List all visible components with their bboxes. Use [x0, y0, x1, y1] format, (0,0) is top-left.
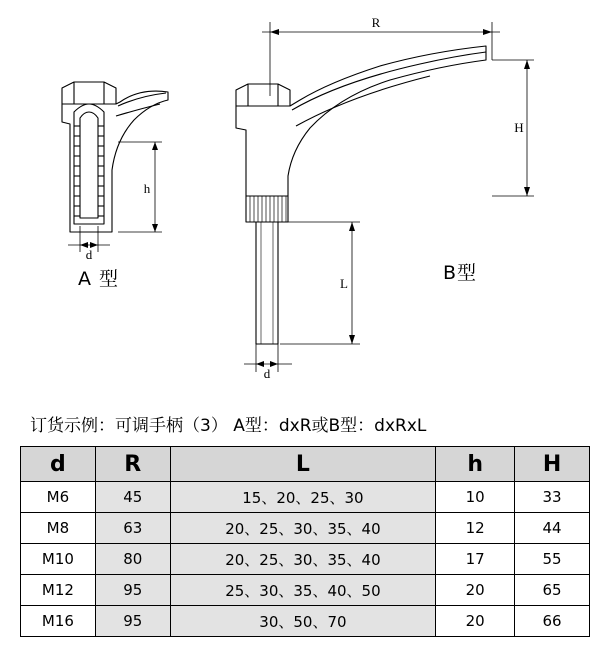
table-row — [21, 544, 590, 575]
cell-R: 45 — [95, 482, 170, 513]
cell-R: 95 — [95, 606, 170, 637]
cell-h: 20 — [436, 606, 515, 637]
cell-h: 12 — [436, 513, 515, 544]
cell-H: 44 — [515, 513, 590, 544]
cell-d: M6 — [21, 482, 96, 513]
header-h: h — [436, 447, 515, 482]
spec-table — [20, 446, 590, 637]
table-row — [21, 606, 590, 637]
cell-H: 55 — [515, 544, 590, 575]
cell-h: 17 — [436, 544, 515, 575]
cell-R: 95 — [95, 575, 170, 606]
cell-d: M16 — [21, 606, 96, 637]
cell-L: 25、30、35、40、50 — [170, 575, 436, 606]
cell-R: 80 — [95, 544, 170, 575]
cell-d: M10 — [21, 544, 96, 575]
table-row — [21, 575, 590, 606]
dim-label-b-L: L — [340, 276, 348, 291]
header-d: d — [21, 447, 96, 482]
table-header-row — [21, 447, 590, 482]
dim-label-a-h: h — [143, 181, 151, 196]
type-b-label: B型 — [443, 262, 478, 284]
dim-label-b-R: R — [371, 15, 381, 30]
header-L: L — [170, 447, 436, 482]
type-a-label: A 型 — [78, 268, 120, 290]
cell-H: 33 — [515, 482, 590, 513]
header-R: R — [95, 447, 170, 482]
dim-label-b-d: d — [263, 366, 271, 381]
table-row — [21, 482, 590, 513]
cell-L: 20、25、30、35、40 — [170, 544, 436, 575]
cell-H: 65 — [515, 575, 590, 606]
cell-h: 20 — [436, 575, 515, 606]
order-example-text: 订货示例：可调手柄（3） A型：dxR或B型：dxRxL — [30, 415, 427, 436]
cell-H: 66 — [515, 606, 590, 637]
cell-d: M8 — [21, 513, 96, 544]
cell-R: 63 — [95, 513, 170, 544]
cell-h: 10 — [436, 482, 515, 513]
dim-label-b-H: H — [514, 120, 524, 135]
cell-L: 30、50、70 — [170, 606, 436, 637]
header-H: H — [515, 447, 590, 482]
table-row — [21, 513, 590, 544]
cell-d: M12 — [21, 575, 96, 606]
cell-L: 15、20、25、30 — [170, 482, 436, 513]
cell-L: 20、25、30、35、40 — [170, 513, 436, 544]
dim-label-a-d: d — [85, 247, 93, 262]
